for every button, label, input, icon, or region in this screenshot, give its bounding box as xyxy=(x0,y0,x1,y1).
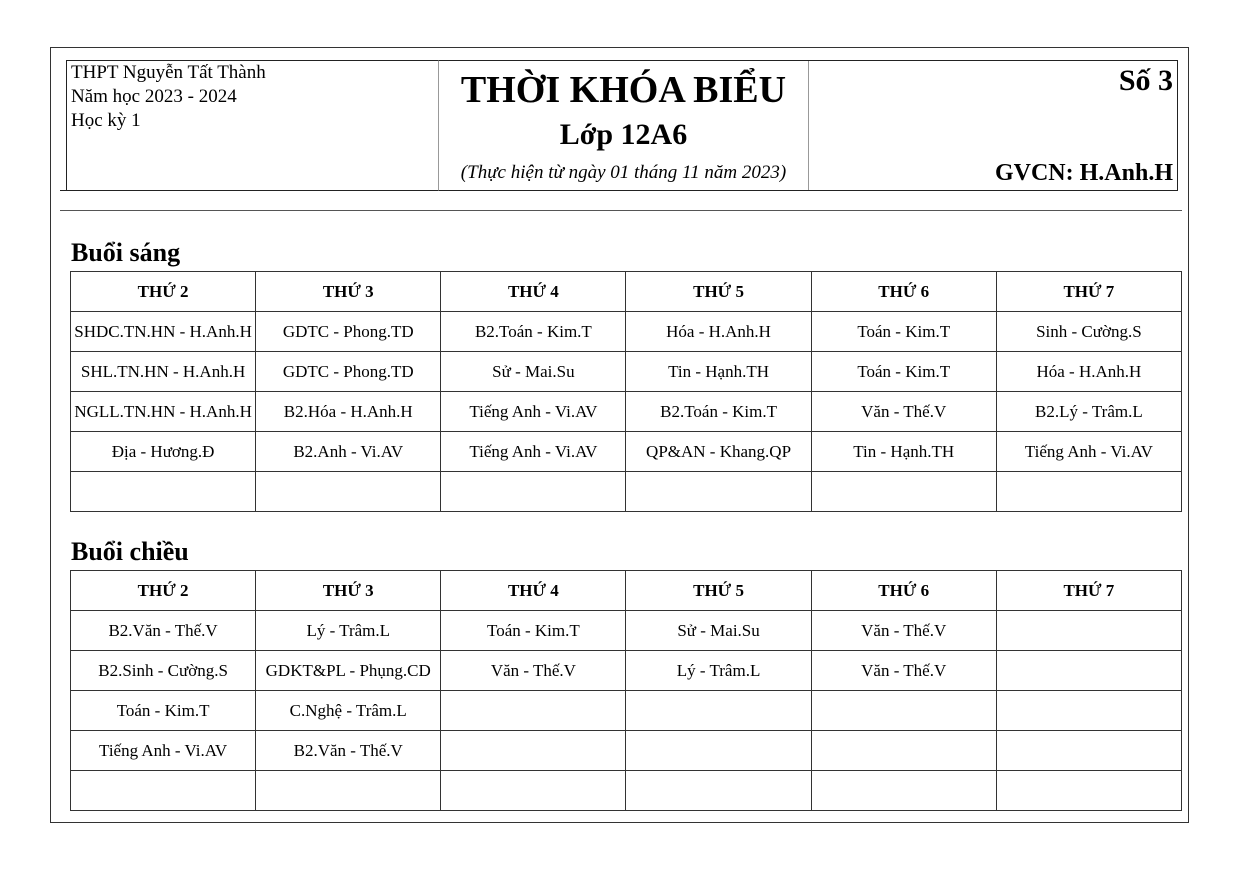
day-header: THỨ 5 xyxy=(626,571,811,611)
lesson-cell xyxy=(626,771,811,811)
lesson-cell xyxy=(441,472,626,512)
lesson-cell: B2.Sinh - Cường.S xyxy=(71,651,256,691)
semester: Học kỳ 1 xyxy=(71,110,141,131)
day-header: THỨ 2 xyxy=(71,272,256,312)
table-row xyxy=(71,472,1182,512)
lesson-cell xyxy=(996,691,1181,731)
morning-schedule-table xyxy=(70,271,1182,512)
lesson-cell: QP&AN - Khang.QP xyxy=(626,432,811,472)
lesson-cell xyxy=(256,472,441,512)
lesson-cell: Văn - Thế.V xyxy=(811,651,996,691)
lesson-cell: Toán - Kim.T xyxy=(811,352,996,392)
lesson-cell xyxy=(256,771,441,811)
day-header: THỨ 5 xyxy=(626,272,811,312)
lesson-cell: Văn - Thế.V xyxy=(811,392,996,432)
lesson-cell: Tin - Hạnh.TH xyxy=(811,432,996,472)
lesson-cell: Tin - Hạnh.TH xyxy=(626,352,811,392)
day-header: THỨ 7 xyxy=(996,272,1181,312)
afternoon-header-row xyxy=(71,571,1182,611)
header-line-left xyxy=(60,190,67,191)
lesson-cell: SHL.TN.HN - H.Anh.H xyxy=(71,352,256,392)
school-year: Năm học 2023 - 2024 xyxy=(71,86,237,107)
day-header: THỨ 4 xyxy=(441,272,626,312)
lesson-cell: B2.Hóa - H.Anh.H xyxy=(256,392,441,432)
lesson-cell: Tiếng Anh - Vi.AV xyxy=(996,432,1181,472)
table-row xyxy=(71,352,1182,392)
lesson-cell: B2.Văn - Thế.V xyxy=(256,731,441,771)
lesson-cell: Tiếng Anh - Vi.AV xyxy=(441,432,626,472)
lesson-cell xyxy=(71,771,256,811)
table-row xyxy=(71,691,1182,731)
lesson-cell: Lý - Trâm.L xyxy=(256,611,441,651)
day-header: THỨ 6 xyxy=(811,571,996,611)
lesson-cell xyxy=(626,472,811,512)
lesson-cell: C.Nghệ - Trâm.L xyxy=(256,691,441,731)
day-header: THỨ 3 xyxy=(256,571,441,611)
header-divider xyxy=(60,210,1182,211)
lesson-cell: B2.Lý - Trâm.L xyxy=(996,392,1181,432)
lesson-cell xyxy=(996,771,1181,811)
lesson-cell: Sử - Mai.Su xyxy=(626,611,811,651)
lesson-cell: SHDC.TN.HN - H.Anh.H xyxy=(71,312,256,352)
class-name: Lớp 12A6 xyxy=(559,118,688,151)
homeroom-teacher: GVCN: H.Anh.H xyxy=(994,160,1173,186)
lesson-cell xyxy=(996,651,1181,691)
lesson-cell: B2.Văn - Thế.V xyxy=(71,611,256,651)
lesson-cell: Toán - Kim.T xyxy=(441,611,626,651)
lesson-cell: Sinh - Cường.S xyxy=(996,312,1181,352)
afternoon-schedule-table xyxy=(70,570,1182,811)
lesson-cell xyxy=(811,472,996,512)
day-header: THỨ 3 xyxy=(256,272,441,312)
lesson-cell xyxy=(626,731,811,771)
lesson-cell xyxy=(441,731,626,771)
table-row xyxy=(71,611,1182,651)
table-row xyxy=(71,392,1182,432)
lesson-cell: GDKT&PL - Phụng.CD xyxy=(256,651,441,691)
lesson-cell: Toán - Kim.T xyxy=(71,691,256,731)
lesson-cell: NGLL.TN.HN - H.Anh.H xyxy=(71,392,256,432)
lesson-cell xyxy=(811,771,996,811)
lesson-cell: GDTC - Phong.TD xyxy=(256,312,441,352)
afternoon-session-title: Buổi chiều xyxy=(71,537,189,566)
lesson-cell: Tiếng Anh - Vi.AV xyxy=(441,392,626,432)
lesson-cell xyxy=(626,691,811,731)
lesson-cell: Sử - Mai.Su xyxy=(441,352,626,392)
lesson-cell xyxy=(996,611,1181,651)
school-name: THPT Nguyễn Tất Thành xyxy=(71,62,266,83)
lesson-cell: Lý - Trâm.L xyxy=(626,651,811,691)
day-header: THỨ 4 xyxy=(441,571,626,611)
lesson-cell: Địa - Hương.Đ xyxy=(71,432,256,472)
page-title: THỜI KHÓA BIỂU xyxy=(460,69,787,111)
lesson-cell: B2.Anh - Vi.AV xyxy=(256,432,441,472)
lesson-cell: Văn - Thế.V xyxy=(811,611,996,651)
lesson-cell: Hóa - H.Anh.H xyxy=(626,312,811,352)
lesson-cell xyxy=(441,771,626,811)
lesson-cell: B2.Toán - Kim.T xyxy=(626,392,811,432)
lesson-cell: Tiếng Anh - Vi.AV xyxy=(71,731,256,771)
lesson-cell xyxy=(996,472,1181,512)
lesson-cell xyxy=(811,731,996,771)
lesson-cell: B2.Toán - Kim.T xyxy=(441,312,626,352)
table-row xyxy=(71,312,1182,352)
schedule-number: Số 3 xyxy=(1118,64,1173,97)
table-row xyxy=(71,432,1182,472)
lesson-cell: Văn - Thế.V xyxy=(441,651,626,691)
lesson-cell xyxy=(441,691,626,731)
lesson-cell: Hóa - H.Anh.H xyxy=(996,352,1181,392)
lesson-cell xyxy=(996,731,1181,771)
table-row xyxy=(71,731,1182,771)
lesson-cell xyxy=(811,691,996,731)
day-header: THỨ 7 xyxy=(996,571,1181,611)
morning-header-row xyxy=(71,272,1182,312)
table-row xyxy=(71,651,1182,691)
morning-session-title: Buổi sáng xyxy=(71,238,181,267)
table-row xyxy=(71,771,1182,811)
lesson-cell xyxy=(71,472,256,512)
effective-date: (Thực hiện từ ngày 01 tháng 11 năm 2023) xyxy=(460,162,787,183)
day-header: THỨ 6 xyxy=(811,272,996,312)
lesson-cell: GDTC - Phong.TD xyxy=(256,352,441,392)
lesson-cell: Toán - Kim.T xyxy=(811,312,996,352)
day-header: THỨ 2 xyxy=(71,571,256,611)
